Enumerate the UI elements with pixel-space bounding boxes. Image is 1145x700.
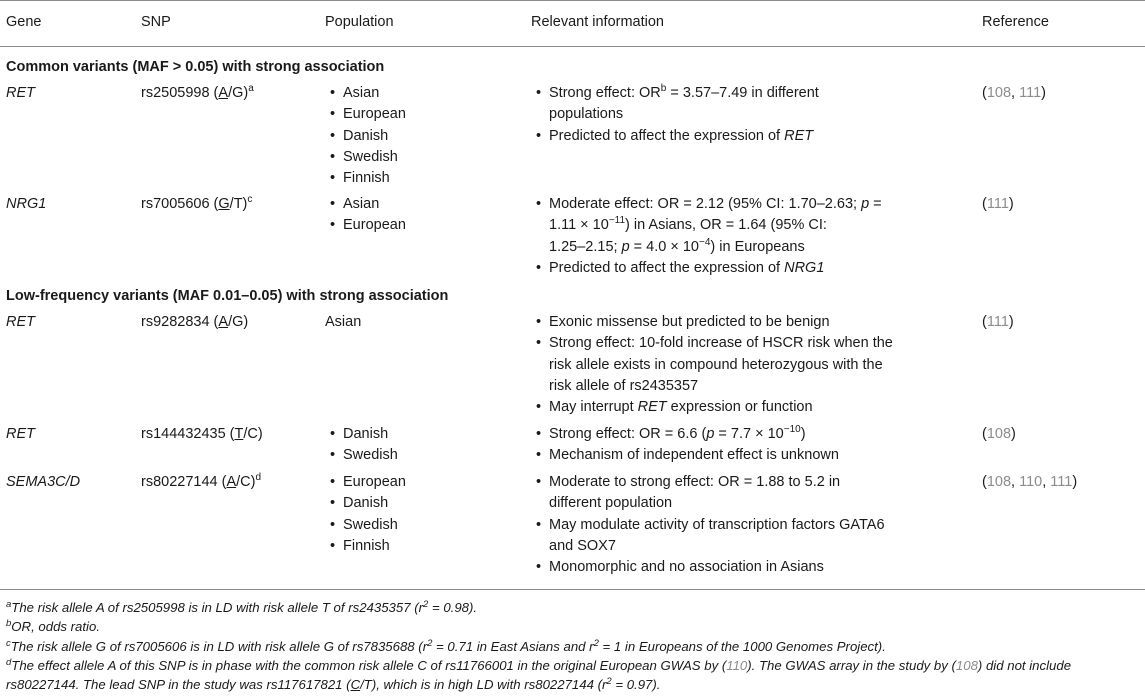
- reference-cell: (108, 111): [982, 85, 1046, 101]
- list-item: • Swedish: [325, 445, 398, 466]
- section-low-frequency-variants: Low-frequency variants (MAF 0.01–0.05) with strong association: [6, 288, 449, 304]
- reference-link[interactable]: 108: [986, 474, 1012, 490]
- list-item: • Moderate effect: OR = 2.12 (95% CI: 1.70–2.63; p = $1.11 \times 10^{-11}$) in Asians, OR = 1.64 (95% CI: 1.25–2.15; $p = 4.0 \times 10^{-4}$) in Europeans: [531, 194, 931, 258]
- bottom-rule: [0, 589, 1145, 590]
- footnote-a: $^a$The risk allele A of rs2505998 is in LD with risk allele T of rs2435357 $(r^2 = 0.98)$.: [6, 599, 478, 615]
- info-cell: [531, 424, 931, 467]
- list-item: • European: [325, 215, 406, 236]
- list-item: • Moderate to strong effect: OR = 1.88 to 5.2 in different population: [531, 472, 931, 515]
- list-item: • Finnish: [325, 168, 406, 189]
- gene-cell: RET: [6, 85, 35, 101]
- list-item: • Strong effect: 10-fold increase of HSCR risk when the risk allele exists in compound heterozygous with the risk allele of rs2435357: [531, 333, 931, 397]
- list-item: • Predicted to affect the expression of NRG1: [531, 258, 931, 279]
- snp-cell: rs2505998 $(A/G)^a$: [141, 83, 254, 101]
- population-cell: [325, 194, 406, 237]
- list-item: • Danish: [325, 424, 398, 445]
- list-item: • Swedish: [325, 147, 406, 168]
- gene-cell: RET: [6, 426, 35, 442]
- list-item: • Swedish: [325, 515, 406, 536]
- reference-cell: (108): [982, 426, 1016, 442]
- header-snp: SNP: [141, 14, 171, 30]
- reference-cell: (111): [982, 314, 1014, 330]
- population-cell: [325, 424, 398, 467]
- list-item: • European: [325, 104, 406, 125]
- list-item: • Danish: [325, 126, 406, 147]
- population-cell: Asian: [325, 314, 362, 330]
- snp-cell: rs80227144 $(A/C)^d$: [141, 472, 262, 490]
- footnote-c: $^c$The risk allele G of rs7005606 is in LD with risk allele G of rs7835688 ($r^2 = 0.71$ in East Asians and $r^2 = 1$ in Europeans of the 1000 Genomes Project).: [6, 638, 886, 654]
- population-cell: [325, 472, 406, 557]
- info-cell: [531, 83, 931, 147]
- reference-link[interactable]: 111: [986, 196, 1009, 212]
- reference-link[interactable]: 108: [986, 426, 1012, 442]
- reference-cell: (111): [982, 196, 1014, 212]
- list-item: • Mechanism of independent effect is unknown: [531, 445, 931, 466]
- reference-link[interactable]: 108: [955, 658, 978, 673]
- footnote-b: $^b$OR, odds ratio.: [6, 618, 100, 634]
- reference-cell: (108, 110, 111): [982, 474, 1078, 490]
- header-info: Relevant information: [531, 14, 664, 30]
- header-gene: Gene: [6, 14, 42, 30]
- reference-link[interactable]: 111: [1019, 85, 1042, 101]
- list-item: • Predicted to affect the expression of RET: [531, 126, 931, 147]
- snp-cell: rs9282834 (A/G): [141, 314, 249, 330]
- list-item: • Strong effect: $OR^b = 3.57-7.49$ in different populations: [531, 83, 931, 126]
- list-item: • Finnish: [325, 536, 406, 557]
- list-item: • Danish: [325, 493, 406, 514]
- list-item: • Strong effect: OR = 6.6 $(p = 7.7 \times 10^{-10})$: [531, 424, 931, 445]
- info-cell: [531, 312, 931, 418]
- list-item: • May interrupt RET expression or function: [531, 397, 931, 418]
- reference-link[interactable]: 110: [1019, 474, 1043, 490]
- list-item: • European: [325, 472, 406, 493]
- list-item: • Exonic missense but predicted to be benign: [531, 312, 931, 333]
- header-population: Population: [325, 14, 394, 30]
- reference-link[interactable]: 108: [986, 85, 1012, 101]
- header-rule: [0, 46, 1145, 47]
- section-common-variants: Common variants (MAF > 0.05) with strong association: [6, 59, 385, 75]
- snp-cell: rs144432435 (T/C): [141, 426, 263, 442]
- top-rule: [0, 0, 1145, 1]
- gene-cell: NRG1: [6, 196, 47, 212]
- info-cell: [531, 194, 931, 279]
- gene-cell: RET: [6, 314, 35, 330]
- info-cell: [531, 472, 931, 578]
- list-item: • May modulate activity of transcription factors GATA6 and SOX7: [531, 515, 931, 558]
- reference-link[interactable]: 110: [726, 658, 748, 673]
- snp-cell: rs7005606 $(G/T)^c$: [141, 194, 253, 212]
- list-item: • Asian: [325, 83, 406, 104]
- list-item: • Monomorphic and no association in Asians: [531, 557, 931, 578]
- gene-cell: SEMA3C/D: [6, 474, 81, 490]
- reference-link[interactable]: 111: [1050, 474, 1073, 490]
- footnote-d: $^d$The effect allele A of this SNP is in phase with the common risk allele C of rs11766001 in the original European GWAS by (110). The GWAS array in the study by (108) did not include rs80227144. The lead SNP in the study was rs117617821 (C/T), which is in high LD with rs80227144 $(r^2 = 0.97)$.: [6, 657, 1072, 693]
- list-item: • Asian: [325, 194, 406, 215]
- population-cell: [325, 83, 406, 189]
- header-reference: Reference: [982, 14, 1049, 30]
- reference-link[interactable]: 111: [986, 314, 1009, 330]
